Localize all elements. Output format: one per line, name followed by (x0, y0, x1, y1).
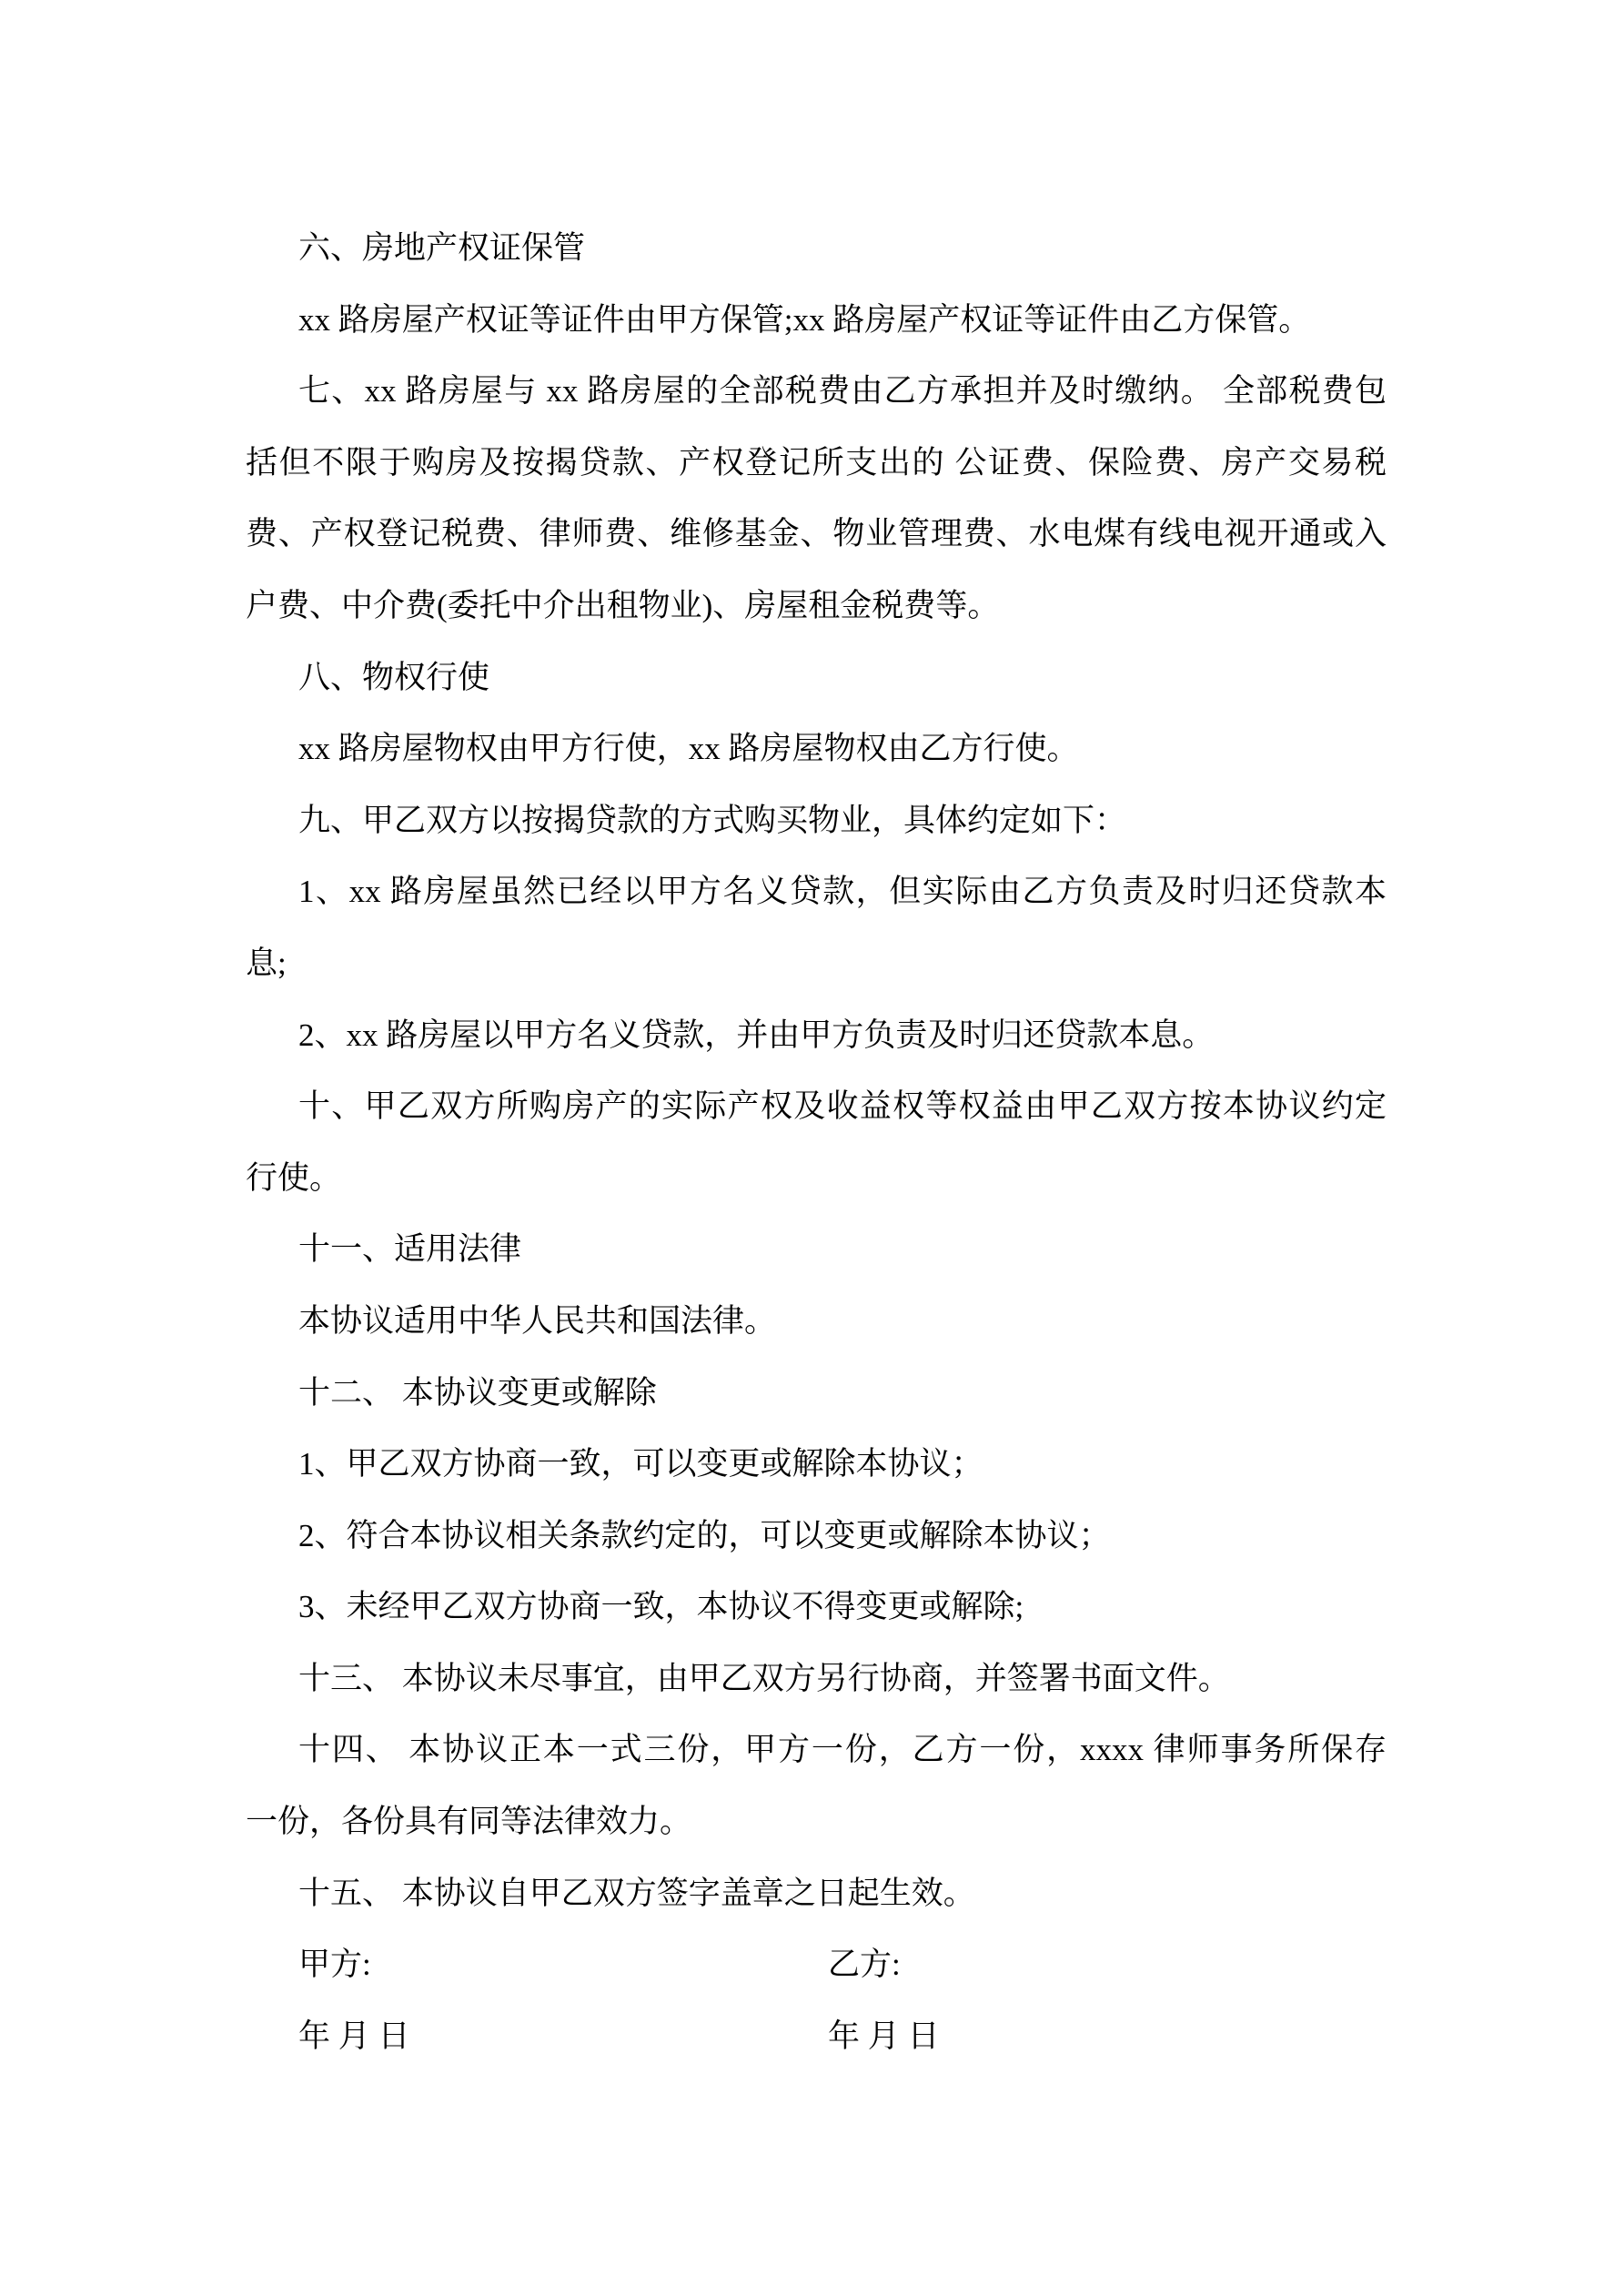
date-row (246, 2001, 1387, 2073)
clause-12-item-2: 2、符合本协议相关条款约定的，可以变更或解除本协议； (298, 1517, 1111, 1553)
clause-10-line-2: 行使。 (246, 1159, 342, 1196)
clause-9-item-1-line-2: 息; (246, 945, 287, 981)
clause-8-heading: 八、物权行使 (298, 659, 490, 695)
clause-10-line-1: 十、甲乙双方所购房产的实际产权及收益权等权益由甲乙双方按本协议约定 (298, 1088, 1387, 1125)
clause-8-body: xx 路房屋物权由甲方行使，xx 路房屋物权由乙方行使。 (298, 731, 1079, 767)
clause-7-line-2: 括但不限于购房及按揭贷款、产权登记所支出的 公证费、保险费、房产交易税 (246, 444, 1387, 480)
party-a-label: 甲方: (298, 1947, 371, 1983)
clause-6-body: xx 路房屋产权证等证件由甲方保管;xx 路房屋产权证等证件由乙方保管。 (298, 301, 1311, 338)
clause-9-item-2: 2、xx 路房屋以甲方名义贷款，并由甲方负责及时归还贷款本息。 (298, 1017, 1215, 1053)
clause-15: 十五、 本协议自甲乙双方签字盖章之日起生效。 (298, 1875, 975, 1911)
clause-9-item-1-line-1: 1、xx 路房屋虽然已经以甲方名义贷款，但实际由乙方负责及时归还贷款本 (298, 874, 1387, 910)
clause-14-line-2: 一份，各份具有同等法律效力。 (246, 1804, 692, 1840)
party-b-date: 年 月 日 (828, 2018, 940, 2054)
clause-11-heading: 十一、适用法律 (298, 1231, 522, 1268)
clause-9-heading: 九、甲乙双方以按揭贷款的方式购买物业，具体约定如下： (298, 802, 1127, 838)
party-a-date: 年 月 日 (298, 2018, 410, 2054)
clause-12-item-3: 3、未经甲乙双方协商一致，本协议不得变更或解除; (298, 1589, 1024, 1625)
clause-14-line-1: 十四、 本协议正本一式三份，甲方一份，乙方一份，xxxx 律师事务所保存 (298, 1732, 1387, 1768)
clause-6-heading: 六、房地产权证保管 (298, 230, 586, 266)
signature-row (246, 1929, 1387, 2001)
clause-7-line-1: 七、xx 路房屋与 xx 路房屋的全部税费由乙方承担并及时缴纳。 全部税费包 (298, 373, 1387, 410)
clause-11-body: 本协议适用中华人民共和国法律。 (298, 1302, 777, 1339)
clause-7-line-4: 户费、中介费(委托中介出租物业)、房屋租金税费等。 (246, 587, 1000, 623)
party-b-label: 乙方: (828, 1947, 901, 1983)
clause-13: 十三、 本协议未尽事宜，由甲乙双方另行协商，并签署书面文件。 (298, 1660, 1230, 1696)
clause-7-line-3: 费、产权登记税费、律师费、维修基金、物业管理费、水电煤有线电视开通或入 (246, 516, 1387, 552)
clause-12-item-1: 1、甲乙双方协商一致，可以变更或解除本协议； (298, 1446, 983, 1482)
document-text-block (246, 213, 1387, 2072)
clause-12-heading: 十二、 本协议变更或解除 (298, 1374, 657, 1411)
